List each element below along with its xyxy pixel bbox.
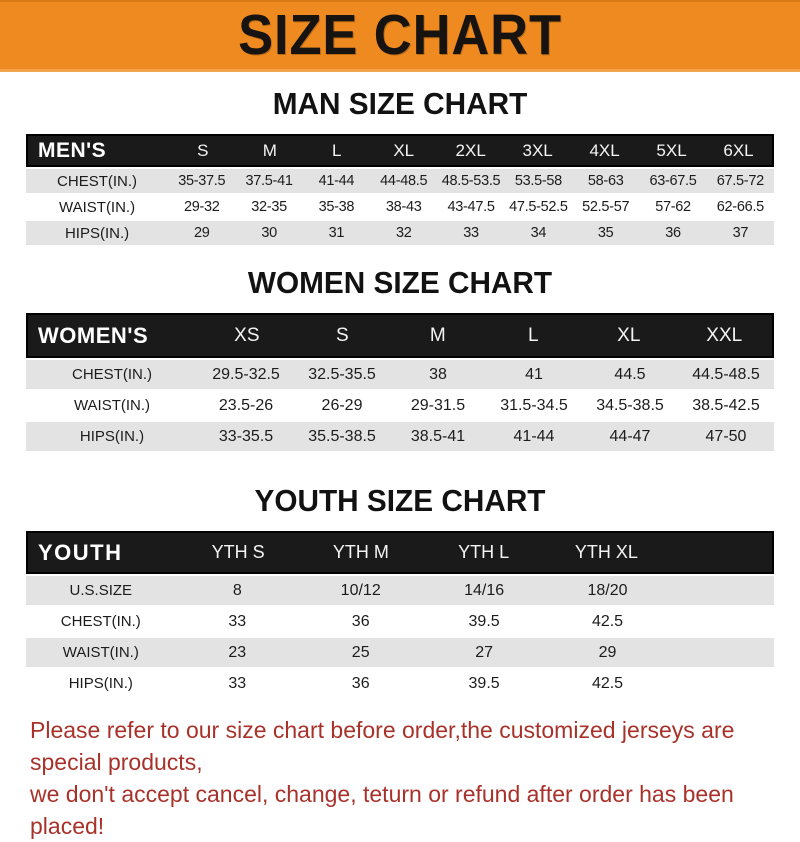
size-table-women (26, 313, 774, 451)
value-cell: 33-35.5 (218, 427, 274, 445)
value-cell: 29 (194, 225, 210, 241)
footer-note-line-2: we don't accept cancel, change, teturn or refund after order has been placed! (30, 781, 734, 839)
column-header: XXL (706, 324, 743, 346)
table-row (26, 576, 774, 605)
value-cell: 44-47 (609, 427, 651, 445)
column-header: M (262, 140, 277, 160)
table-row-grid (26, 607, 774, 636)
footer-note (30, 714, 800, 842)
row-label: CHEST(IN.) (60, 613, 141, 630)
value-cell: 32-35 (251, 199, 287, 215)
size-section-men (0, 86, 800, 245)
value-cell: 29 (598, 643, 617, 661)
value-cell: 44.5 (614, 365, 646, 383)
value-cell: 57-62 (655, 199, 691, 215)
value-cell: 41-44 (318, 173, 355, 189)
table-row-grid (26, 169, 774, 193)
table-row (26, 169, 774, 193)
column-header: S (197, 140, 209, 160)
value-cell: 23 (228, 643, 247, 661)
value-cell: 34 (530, 225, 547, 241)
table-corner-label-men: MEN'S (38, 138, 107, 162)
value-cell: 32.5-35.5 (308, 365, 376, 383)
value-cell: 35-38 (318, 199, 355, 215)
column-header: 6XL (723, 140, 754, 160)
value-cell: 63-67.5 (649, 173, 697, 189)
value-cell: 43-47.5 (447, 199, 495, 215)
value-cell: 39.5 (468, 674, 500, 692)
value-cell: 38.5-42.5 (692, 396, 760, 414)
table-header-grid (28, 533, 772, 572)
value-cell: 10/12 (340, 581, 381, 599)
row-label: CHEST(IN.) (72, 366, 153, 383)
value-cell: 53.5-58 (514, 173, 562, 189)
value-cell: 35.5-38.5 (308, 427, 376, 445)
value-cell: 37 (732, 225, 749, 241)
column-header: 2XL (455, 140, 486, 160)
value-cell: 32 (395, 225, 412, 241)
table-row (26, 221, 774, 245)
value-cell: 42.5 (591, 674, 624, 692)
table-row-grid (26, 360, 774, 389)
table-row-grid (26, 391, 774, 420)
size-charts-container (0, 86, 800, 698)
value-cell: 52.5-57 (582, 199, 630, 215)
value-cell: 18/20 (587, 581, 628, 599)
value-cell: 29.5-32.5 (212, 365, 280, 383)
value-cell: 38-43 (385, 199, 422, 215)
value-cell: 33 (228, 674, 247, 692)
value-cell: 36 (351, 674, 370, 692)
value-cell: 36 (351, 612, 370, 630)
value-cell: 44-48.5 (380, 173, 428, 189)
value-cell: 37.5-41 (245, 173, 293, 189)
column-header: S (335, 324, 349, 346)
row-label: HIPS(IN.) (79, 428, 145, 445)
value-cell: 48.5-53.5 (441, 173, 501, 189)
value-cell: 38.5-41 (410, 427, 466, 445)
table-corner-label-women: WOMEN'S (38, 322, 149, 348)
table-row (26, 669, 774, 698)
row-label: CHEST(IN.) (57, 172, 138, 190)
column-header: 3XL (522, 140, 553, 160)
table-row (26, 638, 774, 667)
table-row (26, 360, 774, 389)
column-header: YTH S (211, 542, 265, 562)
banner-title: SIZE CHART (238, 3, 562, 67)
row-label: WAIST(IN.) (59, 198, 136, 216)
value-cell: 25 (351, 643, 370, 661)
table-header-bar-youth (26, 531, 774, 574)
value-cell: 44.5-48.5 (692, 365, 760, 383)
table-row-grid (26, 221, 774, 245)
table-row (26, 195, 774, 219)
value-cell: 41-44 (513, 427, 555, 445)
value-cell: 33 (463, 225, 479, 241)
value-cell: 67.5-72 (716, 173, 764, 189)
column-header: YTH L (458, 542, 510, 562)
section-heading-women: WOMEN SIZE CHART (247, 265, 553, 300)
table-header-grid (28, 136, 772, 165)
value-cell: 33 (228, 612, 247, 630)
footer-note-line-1: Please refer to our size chart before order,the customized jerseys are special products, (30, 717, 735, 775)
column-header: YTH M (332, 542, 389, 562)
table-row (26, 422, 774, 451)
table-row (26, 391, 774, 420)
value-cell: 62-66.5 (716, 199, 764, 215)
column-header: XS (234, 324, 260, 346)
value-cell: 36 (665, 225, 681, 241)
table-row (26, 607, 774, 636)
size-table-youth (26, 531, 774, 698)
row-label: HIPS(IN.) (68, 675, 133, 692)
value-cell: 30 (261, 225, 277, 241)
value-cell: 35 (597, 225, 614, 241)
size-section-youth (0, 483, 800, 698)
table-corner-label-youth: YOUTH (38, 539, 123, 565)
value-cell: 23.5-26 (218, 396, 274, 414)
table-row-grid (26, 669, 774, 698)
row-label: WAIST(IN.) (62, 644, 139, 661)
table-header-bar-men (26, 134, 774, 167)
size-table-men (26, 134, 774, 245)
section-heading-men: MAN SIZE CHART (272, 86, 528, 121)
value-cell: 14/16 (464, 581, 505, 599)
table-header-grid (28, 315, 772, 356)
value-cell: 29-31.5 (410, 396, 466, 414)
value-cell: 27 (475, 643, 493, 661)
table-row-grid (26, 638, 774, 667)
table-header-bar-women (26, 313, 774, 358)
table-row-grid (26, 576, 774, 605)
value-cell: 39.5 (468, 612, 500, 630)
column-header: L (332, 140, 342, 160)
size-section-women (0, 265, 800, 451)
value-cell: 41 (525, 365, 543, 383)
banner (0, 0, 800, 72)
section-heading-youth: YOUTH SIZE CHART (254, 483, 546, 518)
row-label: HIPS(IN.) (64, 224, 130, 242)
column-header: XL (393, 140, 415, 160)
column-header: XL (617, 324, 641, 346)
value-cell: 31 (328, 225, 345, 241)
value-cell: 35-37.5 (178, 173, 226, 189)
value-cell: 8 (232, 581, 242, 599)
value-cell: 42.5 (591, 612, 624, 630)
value-cell: 38 (429, 365, 447, 383)
value-cell: 47-50 (705, 427, 747, 445)
value-cell: 58-63 (587, 173, 624, 189)
table-row-grid (26, 422, 774, 451)
value-cell: 29-32 (183, 199, 220, 215)
column-header: 4XL (589, 140, 620, 160)
row-label: WAIST(IN.) (73, 397, 151, 414)
value-cell: 31.5-34.5 (500, 396, 568, 414)
column-header: L (528, 324, 539, 346)
value-cell: 26-29 (321, 396, 363, 414)
column-header: YTH XL (574, 542, 638, 562)
value-cell: 47.5-52.5 (509, 199, 568, 215)
column-header: 5XL (656, 140, 687, 160)
row-label: U.S.SIZE (69, 582, 133, 599)
column-header: M (429, 324, 446, 346)
value-cell: 34.5-38.5 (596, 396, 664, 414)
table-row-grid (26, 195, 774, 219)
